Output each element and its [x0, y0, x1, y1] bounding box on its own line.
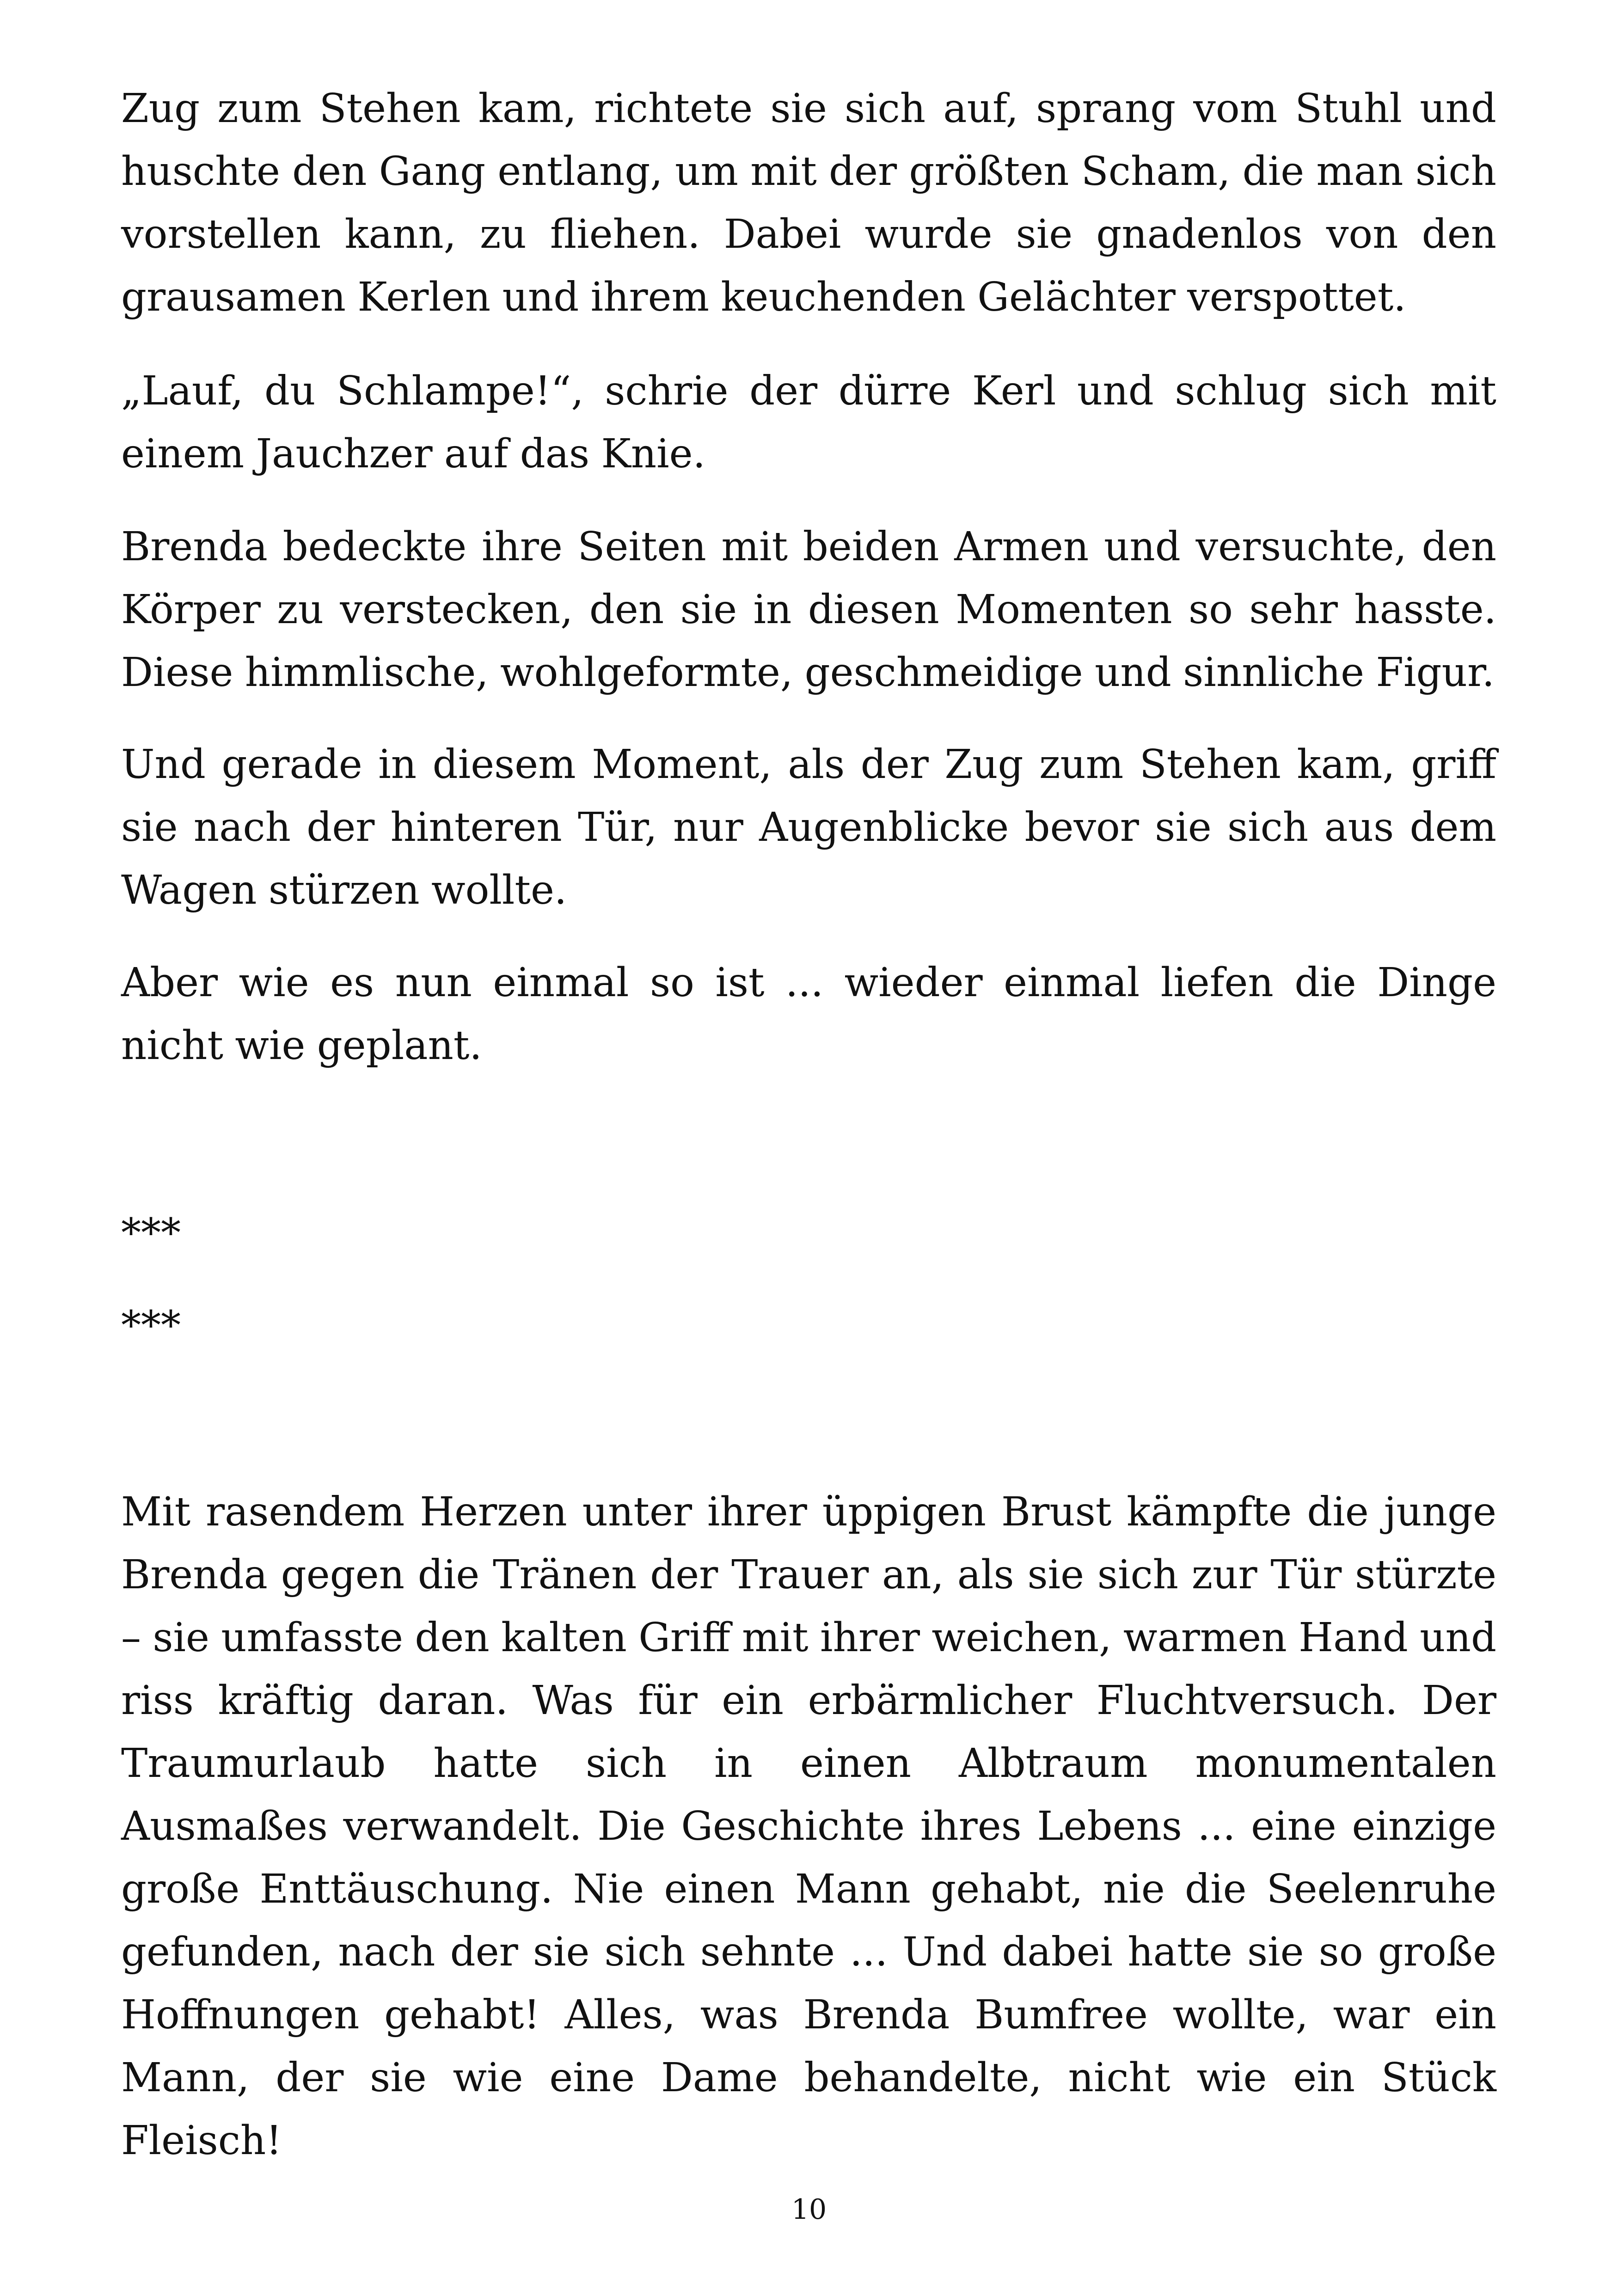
- page-number: 10: [791, 2193, 827, 2226]
- scene-separator: ***: [121, 1210, 181, 1256]
- paragraph: „Lauf, du Schlampe!“, schrie der dürre Kerl und schlug sich mit einem Jauchzer auf das Knie.: [121, 368, 1496, 477]
- paragraph: Zug zum Stehen kam, richtete sie sich auf, sprang vom Stuhl und huschte den Gang entlang, um mit der größten Scham, die man sich vorstellen kann, zu fliehen. Dabei wurde sie gnadenlos von den grausamen Kerlen und ihrem keuchenden Gelächter verspottet.: [121, 86, 1496, 320]
- paragraph: Und gerade in diesem Moment, als der Zug zum Stehen kam, griff sie nach der hinteren Tür, nur Augenblicke bevor sie sich aus dem Wagen stürzen wollte.: [121, 741, 1496, 913]
- paragraph: Brenda bedeckte ihre Seiten mit beiden Armen und versuchte, den Körper zu verstecken, den sie in diesen Momenten so sehr hasste. Diese himmlische, wohlgeformte, geschmeidige und sinnliche Figur.: [121, 524, 1496, 696]
- scene-separator: ***: [121, 1303, 181, 1349]
- paragraph: Mit rasendem Herzen unter ihrer üppigen Brust kämpfte die junge Brenda gegen die Tränen der Trauer an, als sie sich zur Tür stürzte – sie umfasste den kalten Griff mit ihrer weichen, warmen Hand und riss kräftig daran. Was für ein erbärmlicher Fluchtversuch. Der Traumurlaub hatte sich in einen Albtraum monumentalen Ausmaßes verwandelt. Die Geschichte ihres Lebens ... eine einzige große Enttäuschung. Nie einen Mann gehabt, nie die Seelenruhe gefunden, nach der sie sich sehnte ... Und dabei hatte sie so große Hoffnungen gehabt! Alles, was Brenda Bumfree wollte, war ein Mann, der sie wie eine Dame behandelte, nicht wie ein Stück Fleisch!: [121, 1489, 1496, 2164]
- paragraph: Aber wie es nun einmal so ist ... wieder einmal liefen die Dinge nicht wie geplant.: [121, 960, 1496, 1069]
